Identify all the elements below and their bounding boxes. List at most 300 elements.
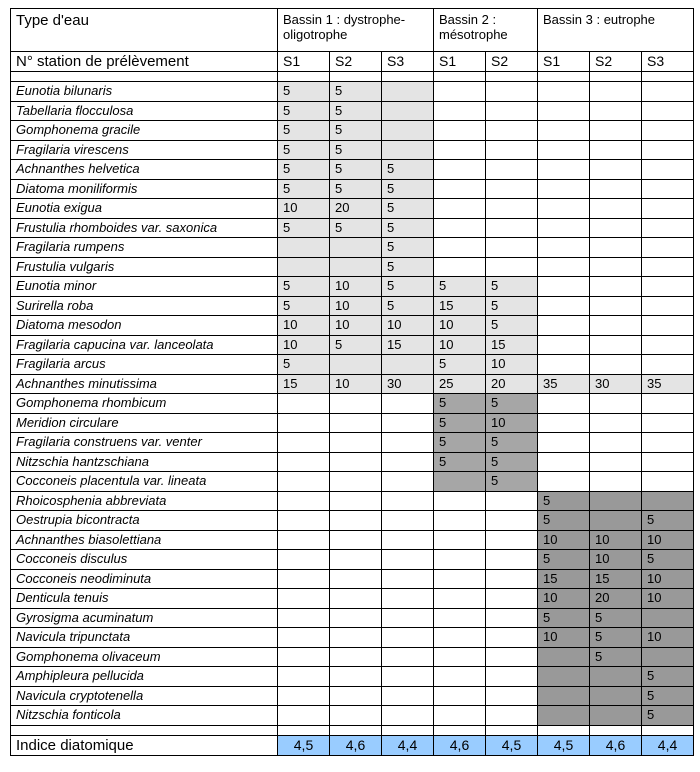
abundance-cell [330, 433, 382, 453]
spacer-cell [642, 725, 694, 735]
abundance-cell [590, 121, 642, 141]
basin-3-label-line1: Bassin 3 : eutrophe [543, 12, 656, 27]
abundance-cell: 5 [486, 452, 538, 472]
abundance-cell [642, 335, 694, 355]
species-name: Eunotia minor [11, 277, 278, 297]
abundance-cell [642, 179, 694, 199]
abundance-cell [434, 491, 486, 511]
species-name: Tabellaria flocculosa [11, 101, 278, 121]
spacer-cell [434, 725, 486, 735]
abundance-cell [434, 686, 486, 706]
abundance-cell [434, 550, 486, 570]
species-name: Nitzschia hantzschiana [11, 452, 278, 472]
abundance-cell: 20 [330, 199, 382, 219]
spacer-cell [538, 72, 590, 82]
abundance-cell: 5 [642, 511, 694, 531]
basin-2-label-line2: mésotrophe [439, 27, 508, 42]
abundance-cell [382, 355, 434, 375]
abundance-cell [382, 413, 434, 433]
abundance-cell [486, 121, 538, 141]
index-label: Indice diatomique [11, 735, 278, 755]
abundance-cell: 10 [486, 413, 538, 433]
water-type-label: Type d'eau [11, 9, 278, 52]
station-header-1: S1 [278, 52, 330, 72]
abundance-cell: 5 [434, 433, 486, 453]
abundance-cell [278, 491, 330, 511]
abundance-cell [278, 394, 330, 414]
abundance-cell [382, 530, 434, 550]
spacer-cell [382, 72, 434, 82]
abundance-cell [590, 101, 642, 121]
abundance-cell: 10 [590, 530, 642, 550]
abundance-cell: 5 [382, 160, 434, 180]
abundance-cell [330, 706, 382, 726]
station-header-8: S3 [642, 52, 694, 72]
station-header-3: S3 [382, 52, 434, 72]
abundance-cell [590, 355, 642, 375]
abundance-cell [382, 550, 434, 570]
spacer-cell [590, 725, 642, 735]
abundance-cell: 10 [330, 296, 382, 316]
spacer-cell [278, 725, 330, 735]
abundance-cell: 5 [434, 394, 486, 414]
index-row [11, 735, 694, 755]
abundance-cell [590, 335, 642, 355]
abundance-cell [538, 101, 590, 121]
abundance-cell: 10 [278, 316, 330, 336]
abundance-cell [486, 160, 538, 180]
index-value-cell: 4,5 [486, 735, 538, 755]
abundance-cell: 5 [330, 218, 382, 238]
abundance-cell [382, 140, 434, 160]
abundance-cell [642, 452, 694, 472]
abundance-cell [590, 238, 642, 258]
spacer-cell [434, 72, 486, 82]
table-row [11, 706, 694, 726]
abundance-cell [486, 491, 538, 511]
species-name: Gomphonema olivaceum [11, 647, 278, 667]
abundance-cell: 5 [382, 179, 434, 199]
abundance-cell [486, 511, 538, 531]
species-name: Diatoma moniliformis [11, 179, 278, 199]
abundance-cell [538, 199, 590, 219]
abundance-cell [278, 238, 330, 258]
abundance-cell [278, 530, 330, 550]
species-name: Cocconeis disculus [11, 550, 278, 570]
species-name: Nitzschia fonticola [11, 706, 278, 726]
abundance-cell: 35 [538, 374, 590, 394]
abundance-cell: 10 [330, 277, 382, 297]
abundance-cell [538, 296, 590, 316]
abundance-cell [382, 647, 434, 667]
index-value-cell: 4,6 [590, 735, 642, 755]
abundance-cell [538, 316, 590, 336]
abundance-cell [330, 530, 382, 550]
abundance-cell: 5 [278, 140, 330, 160]
abundance-cell [278, 569, 330, 589]
table-row [11, 277, 694, 297]
abundance-cell [590, 452, 642, 472]
table-row [11, 257, 694, 277]
abundance-cell [486, 257, 538, 277]
abundance-cell [330, 667, 382, 687]
abundance-cell [486, 199, 538, 219]
species-name: Oestrupia bicontracta [11, 511, 278, 531]
spacer-cell [642, 72, 694, 82]
abundance-cell [278, 628, 330, 648]
abundance-cell [642, 218, 694, 238]
abundance-cell [330, 511, 382, 531]
abundance-cell [434, 140, 486, 160]
table-row [11, 374, 694, 394]
abundance-cell [642, 296, 694, 316]
abundance-cell: 10 [642, 628, 694, 648]
abundance-cell [590, 667, 642, 687]
abundance-cell [486, 140, 538, 160]
abundance-cell [642, 238, 694, 258]
basin-1-header [278, 9, 434, 52]
table-row [11, 686, 694, 706]
table-row [11, 433, 694, 453]
abundance-cell [538, 686, 590, 706]
abundance-cell [538, 355, 590, 375]
abundance-cell: 5 [642, 667, 694, 687]
abundance-cell [538, 257, 590, 277]
abundance-cell: 30 [382, 374, 434, 394]
abundance-cell [590, 82, 642, 102]
abundance-cell: 15 [382, 335, 434, 355]
abundance-cell: 5 [278, 101, 330, 121]
abundance-cell: 5 [278, 121, 330, 141]
abundance-cell [590, 179, 642, 199]
abundance-cell [590, 160, 642, 180]
abundance-cell [278, 452, 330, 472]
table-row [11, 530, 694, 550]
spacer-cell [11, 725, 278, 735]
spacer-cell [11, 72, 278, 82]
abundance-cell [278, 511, 330, 531]
abundance-cell [434, 667, 486, 687]
abundance-cell [590, 433, 642, 453]
table-row [11, 218, 694, 238]
abundance-cell: 5 [538, 550, 590, 570]
abundance-cell [486, 589, 538, 609]
species-name: Gomphonema rhombicum [11, 394, 278, 414]
abundance-cell [486, 218, 538, 238]
spacer-cell [486, 725, 538, 735]
abundance-cell: 5 [486, 394, 538, 414]
abundance-cell [434, 101, 486, 121]
abundance-cell [434, 589, 486, 609]
abundance-cell: 5 [330, 82, 382, 102]
abundance-cell: 10 [642, 530, 694, 550]
abundance-cell [330, 569, 382, 589]
abundance-cell [642, 121, 694, 141]
header-row-water-type [11, 9, 694, 52]
abundance-cell [486, 628, 538, 648]
abundance-cell [590, 140, 642, 160]
abundance-cell [590, 257, 642, 277]
diatom-table-container [10, 8, 694, 756]
abundance-cell [590, 706, 642, 726]
basin-1-label-line1: Bassin 1 : dystrophe- [283, 12, 406, 27]
abundance-cell [538, 238, 590, 258]
abundance-cell [382, 628, 434, 648]
abundance-cell: 5 [642, 706, 694, 726]
species-name: Frustulia vulgaris [11, 257, 278, 277]
abundance-cell [538, 433, 590, 453]
abundance-cell [590, 199, 642, 219]
abundance-cell [278, 550, 330, 570]
abundance-cell: 10 [278, 335, 330, 355]
abundance-cell: 30 [590, 374, 642, 394]
abundance-cell [642, 355, 694, 375]
abundance-cell: 10 [434, 316, 486, 336]
abundance-cell [278, 413, 330, 433]
abundance-cell [486, 686, 538, 706]
abundance-cell: 5 [590, 647, 642, 667]
abundance-cell: 5 [642, 550, 694, 570]
abundance-cell [642, 316, 694, 336]
abundance-cell: 15 [278, 374, 330, 394]
index-value-cell: 4,4 [642, 735, 694, 755]
abundance-cell: 20 [486, 374, 538, 394]
abundance-cell: 5 [278, 82, 330, 102]
abundance-cell: 5 [434, 277, 486, 297]
table-row [11, 589, 694, 609]
abundance-cell [278, 589, 330, 609]
species-name: Gyrosigma acuminatum [11, 608, 278, 628]
abundance-cell: 10 [590, 550, 642, 570]
abundance-cell [382, 667, 434, 687]
table-row [11, 628, 694, 648]
abundance-cell [538, 413, 590, 433]
abundance-cell [486, 550, 538, 570]
abundance-cell: 15 [538, 569, 590, 589]
species-name: Gomphonema gracile [11, 121, 278, 141]
index-value-cell: 4,6 [434, 735, 486, 755]
abundance-cell [434, 569, 486, 589]
abundance-cell [278, 686, 330, 706]
abundance-cell [642, 82, 694, 102]
abundance-cell [538, 277, 590, 297]
spacer-cell [330, 72, 382, 82]
abundance-cell [434, 628, 486, 648]
table-row [11, 452, 694, 472]
abundance-cell [486, 101, 538, 121]
abundance-cell [382, 608, 434, 628]
abundance-cell: 5 [330, 101, 382, 121]
basin-3-header [538, 9, 694, 52]
abundance-cell [590, 413, 642, 433]
abundance-cell [382, 589, 434, 609]
abundance-cell [330, 686, 382, 706]
table-row [11, 550, 694, 570]
abundance-cell: 5 [330, 121, 382, 141]
abundance-cell: 5 [330, 160, 382, 180]
spacer-cell [590, 72, 642, 82]
species-name: Achnanthes helvetica [11, 160, 278, 180]
abundance-cell [486, 647, 538, 667]
table-row [11, 179, 694, 199]
station-header-2: S2 [330, 52, 382, 72]
abundance-cell: 5 [382, 257, 434, 277]
abundance-cell [642, 257, 694, 277]
table-row [11, 472, 694, 492]
table-row [11, 413, 694, 433]
abundance-cell [278, 433, 330, 453]
abundance-cell [642, 472, 694, 492]
abundance-cell [538, 706, 590, 726]
abundance-cell [538, 472, 590, 492]
abundance-cell: 5 [382, 277, 434, 297]
abundance-cell [486, 569, 538, 589]
abundance-cell [434, 257, 486, 277]
index-value-cell: 4,5 [538, 735, 590, 755]
abundance-cell: 5 [278, 277, 330, 297]
abundance-cell [330, 472, 382, 492]
table-row [11, 647, 694, 667]
abundance-cell [538, 394, 590, 414]
species-name: Fragilaria rumpens [11, 238, 278, 258]
abundance-cell [538, 82, 590, 102]
abundance-cell [590, 686, 642, 706]
abundance-cell [538, 335, 590, 355]
abundance-cell [590, 394, 642, 414]
abundance-cell [330, 257, 382, 277]
abundance-cell [434, 82, 486, 102]
abundance-cell: 5 [590, 608, 642, 628]
abundance-cell [642, 608, 694, 628]
table-row [11, 335, 694, 355]
table-row [11, 199, 694, 219]
abundance-cell [278, 706, 330, 726]
abundance-cell [330, 355, 382, 375]
abundance-cell [434, 511, 486, 531]
abundance-cell [330, 238, 382, 258]
abundance-cell [382, 491, 434, 511]
abundance-cell: 5 [382, 218, 434, 238]
abundance-cell [590, 277, 642, 297]
abundance-cell: 5 [590, 628, 642, 648]
abundance-cell: 5 [538, 511, 590, 531]
abundance-cell: 5 [434, 413, 486, 433]
abundance-cell: 5 [382, 296, 434, 316]
abundance-cell: 5 [330, 179, 382, 199]
abundance-cell [642, 491, 694, 511]
table-row [11, 140, 694, 160]
abundance-cell [330, 589, 382, 609]
spacer-cell [382, 725, 434, 735]
abundance-cell: 5 [434, 355, 486, 375]
abundance-cell: 25 [434, 374, 486, 394]
abundance-cell [382, 569, 434, 589]
abundance-cell [434, 647, 486, 667]
abundance-cell [486, 667, 538, 687]
abundance-cell: 5 [330, 335, 382, 355]
abundance-cell [590, 511, 642, 531]
abundance-cell [330, 608, 382, 628]
abundance-cell [486, 530, 538, 550]
abundance-cell [434, 530, 486, 550]
abundance-cell [538, 121, 590, 141]
index-value-cell: 4,6 [330, 735, 382, 755]
station-header-5: S2 [486, 52, 538, 72]
abundance-cell [486, 238, 538, 258]
spacer-row [11, 72, 694, 82]
table-row [11, 608, 694, 628]
species-name: Fragilaria virescens [11, 140, 278, 160]
abundance-cell [434, 199, 486, 219]
abundance-cell [538, 179, 590, 199]
spacer-cell [538, 725, 590, 735]
abundance-cell: 10 [642, 589, 694, 609]
abundance-cell: 10 [330, 374, 382, 394]
abundance-cell: 5 [278, 355, 330, 375]
abundance-cell: 35 [642, 374, 694, 394]
abundance-cell [538, 667, 590, 687]
abundance-cell: 5 [486, 296, 538, 316]
abundance-cell: 5 [330, 140, 382, 160]
abundance-cell: 5 [278, 160, 330, 180]
abundance-cell [486, 706, 538, 726]
species-name: Achnanthes biasolettiana [11, 530, 278, 550]
abundance-cell [590, 296, 642, 316]
abundance-cell: 10 [330, 316, 382, 336]
abundance-cell: 5 [486, 472, 538, 492]
abundance-cell [590, 218, 642, 238]
abundance-cell: 5 [538, 608, 590, 628]
table-row [11, 238, 694, 258]
station-label: N° station de prélèvement [11, 52, 278, 72]
abundance-cell: 5 [486, 433, 538, 453]
table-row [11, 296, 694, 316]
abundance-cell: 5 [278, 218, 330, 238]
abundance-cell [278, 667, 330, 687]
species-name: Denticula tenuis [11, 589, 278, 609]
abundance-cell [434, 179, 486, 199]
table-row [11, 160, 694, 180]
header-row-stations [11, 52, 694, 72]
spacer-cell [486, 72, 538, 82]
abundance-cell [382, 686, 434, 706]
species-name: Meridion circulare [11, 413, 278, 433]
abundance-cell [330, 413, 382, 433]
abundance-cell [382, 452, 434, 472]
abundance-cell [382, 706, 434, 726]
abundance-cell [642, 433, 694, 453]
abundance-cell [538, 218, 590, 238]
abundance-cell: 5 [278, 179, 330, 199]
abundance-cell [434, 608, 486, 628]
table-row [11, 394, 694, 414]
abundance-cell [330, 491, 382, 511]
species-name: Cocconeis placentula var. lineata [11, 472, 278, 492]
abundance-cell [330, 550, 382, 570]
abundance-cell [382, 472, 434, 492]
abundance-cell [278, 257, 330, 277]
species-name: Fragilaria capucina var. lanceolata [11, 335, 278, 355]
abundance-cell [642, 277, 694, 297]
abundance-cell: 10 [434, 335, 486, 355]
abundance-cell: 15 [590, 569, 642, 589]
abundance-cell [382, 121, 434, 141]
abundance-cell [486, 179, 538, 199]
abundance-cell [642, 394, 694, 414]
species-name: Eunotia bilunaris [11, 82, 278, 102]
species-name: Frustulia rhomboides var. saxonica [11, 218, 278, 238]
abundance-cell [434, 121, 486, 141]
